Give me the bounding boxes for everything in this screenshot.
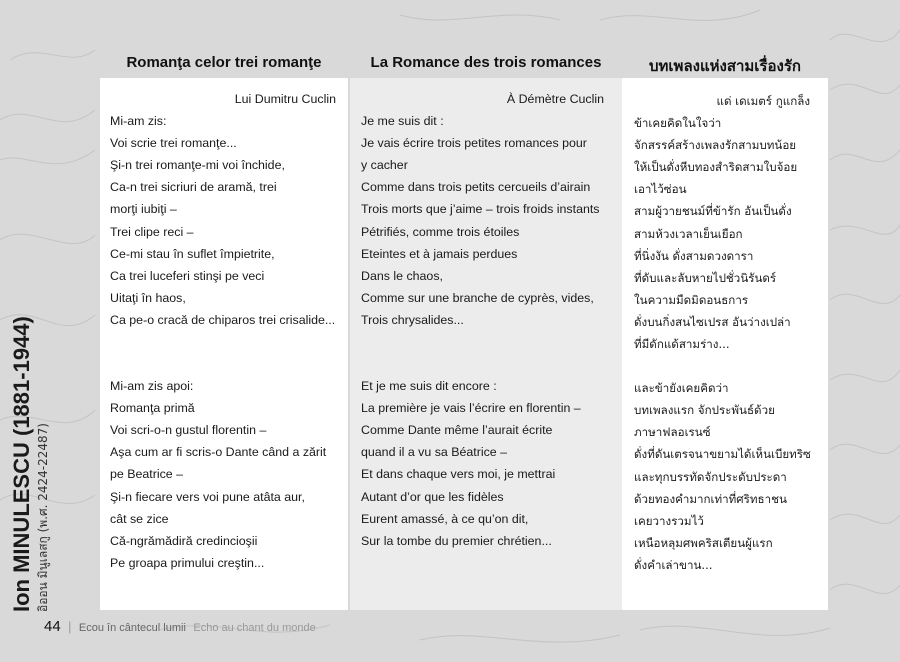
verse-line: จักสรรค์สร้างเพลงรักสามบทน้อย (634, 138, 797, 153)
verse-line: ดั่งที่ดันเตรจนาขยามได้เห็นเบียทริซ (634, 447, 811, 462)
verse-line: Voi scrie trei romanţe... (110, 136, 237, 151)
verse-line: Je me suis dit : (361, 114, 444, 129)
verse-line: Eteintes et à jamais perdues (361, 246, 518, 261)
header-thai: บทเพลงแห่งสามเรื่องรัก (649, 57, 801, 75)
verse-line: quand il a vu sa Béatrice – (361, 445, 508, 460)
verse-line: Comme dans trois petits cercueils d’airain (361, 180, 591, 195)
verse-line: Et dans chaque vers moi, je mettrai (361, 467, 556, 482)
header-french: La Romance des trois romances (370, 54, 602, 71)
verse-line: ข้าเคยคิดในใจว่า (634, 116, 722, 131)
verse-line: Uitaţi în haos, (110, 290, 186, 305)
page-number: 44 (44, 618, 61, 635)
verse-line: Ca trei luceferi stinşi pe veci (110, 268, 265, 283)
verse-line: และทุกบรรทัดจักประดับประดา (634, 469, 787, 484)
verse-line: Comme sur une branche de cyprès, vides, (361, 290, 594, 305)
verse-line: Şi-n fiecare vers voi pune atâta aur, (110, 489, 305, 504)
verse-line: สามผู้วายชนม์ที่ข้ารัก อันเป็นดั่ง (634, 204, 792, 219)
verse-line: ด้วยทองคำมากเท่าที่ศริทธาชน (634, 491, 787, 506)
verse-line: cât se zice (110, 511, 169, 526)
verse-line: ให้เป็นดั่งหีบทองสำริดสามใบจ้อย (634, 160, 798, 175)
verse-line: Comme Dante même l’aurait écrite (361, 423, 553, 438)
verse-line: Sur la tombe du premier chrétien... (361, 533, 552, 548)
verse-line: Eurent amassé, à ce qu’on dit, (361, 511, 529, 526)
french-column (350, 78, 622, 610)
author-name: Ion MINULESCU (1881-1944) (9, 316, 34, 612)
verse-line: Mi-am zis: (110, 114, 167, 129)
verse-line: Ca-n trei sicriuri de aramă, trei (110, 180, 277, 195)
verse-line: Et je me suis dit encore : (361, 379, 497, 394)
author-name-thai: อิออน มินูเลสกู (พ.ศ. 2424-22487) (36, 423, 50, 612)
romanian-dedication: Lui Dumitru Cuclin (234, 92, 336, 106)
verse-line: ที่มีดักแด้สามร่าง... (634, 337, 730, 352)
header-romanian: Romanţa celor trei romanţe (126, 54, 322, 71)
book-title-french: Echo au chant du monde (193, 622, 316, 634)
verse-line: Mi-am zis apoi: (110, 379, 194, 394)
verse-line: Şi-n trei romanţe-mi voi închide, (110, 158, 285, 173)
verse-line: เหนือหลุมศพคริสเตียนผู้แรก (634, 535, 773, 550)
verse-line: morţi iubiţi – (110, 202, 177, 217)
book-title: Ecou în cântecul lumii (78, 622, 186, 634)
verse-line: ภาษาฟลอเรนซ์ (634, 425, 711, 440)
romanian-column (100, 78, 348, 610)
author-block (10, 52, 54, 612)
verse-line: Că-ngrămădiră credincioşii (110, 533, 258, 548)
verse-line: Voi scri-o-n gustul florentin – (110, 423, 267, 438)
thai-column (622, 78, 828, 610)
verse-line: Je vais écrire trois petites romances pour (361, 136, 587, 151)
verse-line: Pe groapa primului creştin... (110, 555, 265, 570)
verse-line: Aşa cum ar fi scris-o Dante când a zărit (110, 445, 327, 460)
verse-line: Autant d’or que les fidèles (361, 489, 504, 504)
verse-line: pe Beatrice – (110, 467, 184, 482)
french-dedication: À Démètre Cuclin (506, 92, 604, 106)
verse-line: Trois morts que j’aime – trois froids instants (361, 202, 600, 217)
page-footer (44, 618, 316, 635)
verse-line: Trei clipe reci – (110, 224, 194, 239)
verse-line: ที่ดับและลับหายไปชั่วนิรันดร์ (634, 270, 777, 285)
verse-line: ดั่งคำเล่าขาน... (634, 557, 713, 572)
thai-dedication: แด่ เดเมตร์ กูแกล็ง (716, 94, 810, 108)
verse-line: ที่นิ่งงัน ดั่งสามดวงดารา (634, 248, 754, 263)
verse-line: Dans le chaos, (361, 268, 443, 283)
verse-line: Ca pe-o cracă de chiparos trei crisalide... (110, 312, 336, 327)
footer-separator: | (68, 620, 72, 634)
verse-line: Romanţa primă (110, 401, 195, 416)
verse-line: ในความมืดมิดอนธการ (634, 292, 749, 307)
verse-line: Pétrifiés, comme trois étoiles (361, 224, 520, 239)
verse-line: เอาไว้ซ่อน (634, 182, 687, 197)
verse-line: บทเพลงแรก จักประพันธ์ด้วย (634, 403, 775, 418)
verse-line: เคยวางรวมไว้ (634, 513, 704, 528)
verse-line: Ce-mi stau în suflet împietrite, (110, 246, 275, 261)
verse-line: ดั่งบนกิ่งสนไซเปรส อันว่างเปล่า (634, 314, 791, 329)
verse-line: สามห้วงเวลาเย็นเยือก (634, 226, 743, 241)
verse-line: Trois chrysalides... (361, 312, 464, 327)
verse-line: y cacher (361, 158, 408, 173)
verse-line: และข้ายังเคยคิดว่า (634, 381, 729, 396)
verse-line: La première je vais l’écrire en florentin – (361, 401, 581, 416)
